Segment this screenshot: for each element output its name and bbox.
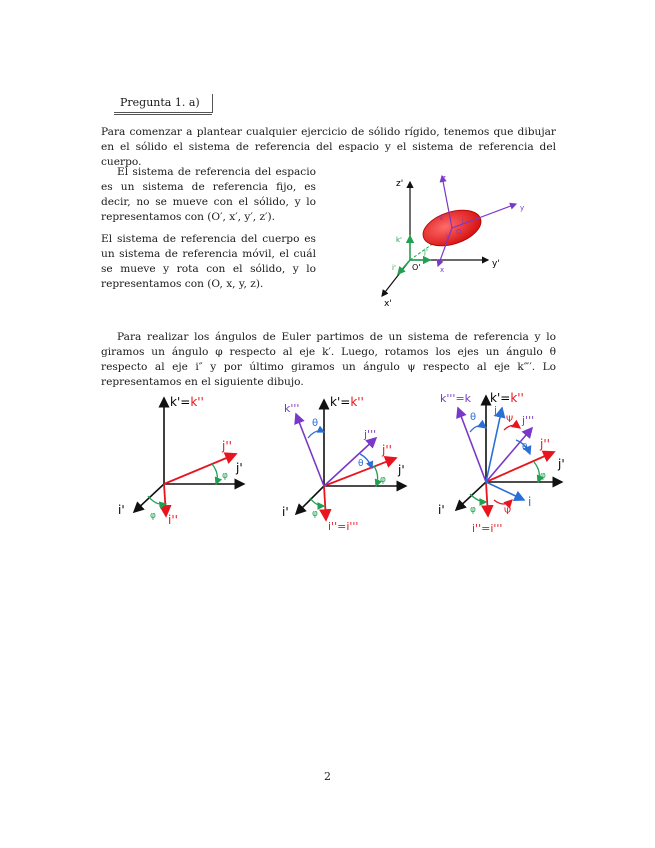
page-number: 2: [324, 770, 331, 783]
phi-label: φ: [540, 471, 546, 481]
x-prime-label: x': [384, 299, 392, 309]
question-label: Pregunta 1. a): [114, 94, 213, 113]
theta-label: θ: [312, 418, 319, 429]
j-double-prime-label: j'': [222, 439, 232, 453]
i-prime-label: i': [282, 505, 289, 519]
i-double-triple-prime-label: i''=i''': [472, 522, 503, 535]
phi-label-2: φ: [150, 511, 156, 521]
k-triple-prime-label: k''': [284, 402, 300, 415]
i-label: i: [528, 495, 532, 509]
euler-diagram-theta: [276, 388, 426, 536]
i-double-triple-prime-label: i''=i''': [328, 520, 359, 533]
phi-label: φ: [380, 475, 386, 485]
space-frame-paragraph: El sistema de referencia del espacio es un sistema de referencia fijo, es decir, no se mueve con el sólido, y lo representamos con (O′, x′, y′, z′).: [101, 166, 316, 223]
euler-paragraph: Para realizar los ángulos de Euler partimos de un sistema de referencia y lo giramos un ángulo φ respecto al eje k′. Luego, rotamos los ejes un ángulo θ respecto al eje i″ y por último giramos un ángulo ψ respecto al eje k‴′. Lo representamos en el siguiente dibujo.: [101, 331, 556, 388]
phi-label: φ: [222, 471, 228, 481]
k-prime-label: k': [396, 236, 402, 244]
k-prime-label: k'=k'': [170, 395, 204, 409]
theta-label: θ: [470, 412, 477, 423]
o-label: O: [456, 228, 462, 236]
i-prime-label: i': [118, 503, 125, 517]
y-prime-label: y': [492, 259, 500, 269]
k-prime-label: k'=k'': [490, 391, 524, 405]
phi-label-2: φ: [470, 505, 476, 515]
j-double-prime-label: j'': [382, 443, 392, 457]
k-label: k: [440, 215, 444, 222]
theta-label-2: θ: [358, 459, 364, 469]
j-prime-label: j': [558, 457, 565, 471]
intro-paragraph: Para comenzar a plantear cualquier ejercicio de sólido rígido, tenemos que dibujar en el sólido el sistema de referencia del espacio y el sistema de referencia del cuerpo.: [101, 126, 556, 168]
o-prime-label: O': [412, 263, 421, 272]
psi-label: Ψ: [506, 415, 514, 425]
i-double-prime-label: i'': [168, 513, 178, 527]
y-label: y: [520, 204, 525, 212]
z-prime-label: z': [396, 179, 404, 189]
j-prime-label: j': [424, 248, 428, 256]
psi-label-2: Ψ: [504, 507, 512, 517]
k-prime-label: k'=k'': [330, 395, 364, 409]
z-label: z: [442, 174, 446, 182]
j-triple-prime-label: j''': [522, 414, 535, 427]
j-triple-prime-label: j''': [364, 428, 377, 441]
euler-diagram-phi: [112, 388, 262, 528]
i-label: i: [446, 233, 448, 240]
phi-label-2: φ: [312, 509, 318, 519]
j-label: j: [494, 404, 498, 417]
k-triple-prime-label: k'''=k: [440, 392, 472, 405]
x-label: x: [440, 266, 445, 274]
j-prime-label: j': [398, 463, 405, 477]
j-label: j: [462, 217, 464, 224]
j-prime-label: j': [236, 461, 243, 475]
rigid-body-figure: [370, 170, 540, 310]
body-frame-paragraph: El sistema de referencia del cuerpo es un sistema de referencia móvil, el cuál se mueve y rota con el sólido, y lo representamos con (O, x, y, z).: [101, 233, 316, 290]
i-prime-label: i': [392, 264, 396, 272]
theta-label-2: θ: [522, 443, 528, 453]
euler-diagram-psi: [430, 388, 580, 538]
i-prime-label: i': [438, 503, 445, 517]
j-double-prime-label: j'': [540, 437, 550, 451]
